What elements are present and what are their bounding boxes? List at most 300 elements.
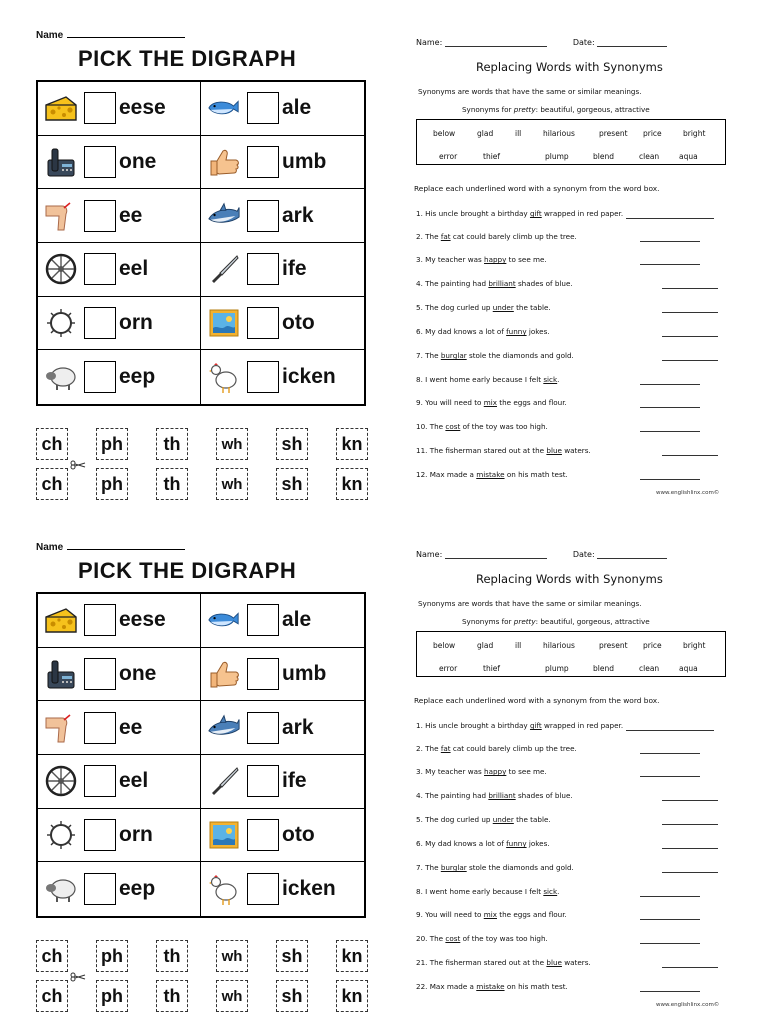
question-number: 1. bbox=[416, 209, 423, 218]
word-box-word: blend bbox=[593, 664, 614, 673]
question-text: His uncle brought a birthday bbox=[425, 209, 530, 218]
digraph-card[interactable]: ph bbox=[96, 428, 128, 460]
example-word: pretty bbox=[513, 105, 536, 114]
digraph-grid bbox=[36, 592, 366, 918]
question bbox=[416, 863, 574, 872]
question-number: 12. bbox=[416, 470, 428, 479]
word-box-word: price bbox=[643, 641, 662, 650]
synonym-example bbox=[462, 617, 650, 626]
digraph-answer-box[interactable] bbox=[247, 712, 279, 744]
cutout-row bbox=[36, 468, 368, 500]
question-number: 10. bbox=[416, 422, 428, 431]
digraph-item bbox=[38, 594, 201, 648]
digraph-card[interactable]: sh bbox=[276, 468, 308, 500]
name-blank[interactable] bbox=[67, 549, 185, 550]
answer-line[interactable] bbox=[662, 800, 718, 801]
question-text: waters. bbox=[561, 958, 591, 967]
knee-icon bbox=[44, 711, 78, 745]
question-text: My dad knows a lot of bbox=[425, 327, 507, 336]
name-blank[interactable] bbox=[445, 46, 547, 47]
question-number: 22. bbox=[416, 982, 428, 991]
underlined-word: blue bbox=[546, 446, 562, 455]
digraph-answer-box[interactable] bbox=[84, 658, 116, 690]
digraph-answer-box[interactable] bbox=[247, 819, 279, 851]
digraph-card[interactable]: sh bbox=[276, 428, 308, 460]
example-prefix: Synonyms for bbox=[462, 105, 512, 114]
answer-line[interactable] bbox=[640, 407, 700, 408]
thorn-icon bbox=[44, 306, 78, 340]
underlined-word: gift bbox=[529, 721, 542, 730]
question-number: 6. bbox=[416, 839, 423, 848]
question-number: 2. bbox=[416, 744, 423, 753]
date-label: Date: bbox=[572, 550, 595, 559]
date-blank[interactable] bbox=[597, 46, 667, 47]
synonym-definition: Synonyms are words that have the same or similar meanings. bbox=[418, 87, 642, 96]
cutout-row bbox=[36, 980, 368, 1012]
digraph-item bbox=[201, 862, 364, 916]
word-box-word: ill bbox=[515, 129, 522, 138]
question-text: of the toy was too high. bbox=[460, 422, 548, 431]
question bbox=[416, 982, 568, 991]
underlined-word: mix bbox=[483, 398, 497, 407]
answer-line[interactable] bbox=[640, 991, 700, 992]
digraph-card[interactable]: th bbox=[156, 468, 188, 500]
question-text: The bbox=[429, 934, 446, 943]
word-ending: icken bbox=[282, 877, 336, 901]
word-ending: ale bbox=[282, 96, 312, 120]
question bbox=[416, 744, 577, 753]
question-number: 1. bbox=[416, 721, 423, 730]
digraph-answer-box[interactable] bbox=[84, 92, 116, 124]
worksheet-bottom bbox=[0, 512, 768, 1024]
word-ending: ale bbox=[282, 608, 312, 632]
whale-icon bbox=[207, 91, 241, 125]
synonym-definition: Synonyms are words that have the same or similar meanings. bbox=[418, 599, 642, 608]
digraph-answer-box[interactable] bbox=[84, 819, 116, 851]
digraph-item bbox=[201, 701, 364, 755]
digraph-item bbox=[38, 243, 201, 297]
question-number: 6. bbox=[416, 327, 423, 336]
phone-icon bbox=[44, 145, 78, 179]
underlined-word: fat bbox=[440, 744, 451, 753]
word-ending: orn bbox=[119, 822, 153, 846]
word-box-word: thief bbox=[483, 152, 501, 161]
digraph-answer-box[interactable] bbox=[84, 604, 116, 636]
question-text: The bbox=[429, 422, 446, 431]
digraph-card[interactable]: kn bbox=[336, 428, 368, 460]
thumb-icon bbox=[207, 145, 241, 179]
question bbox=[416, 887, 559, 896]
underlined-word: sick bbox=[543, 375, 558, 384]
digraph-card[interactable]: wh bbox=[216, 468, 248, 500]
word-ending: ife bbox=[282, 769, 307, 793]
digraph-item bbox=[38, 862, 201, 916]
digraph-card[interactable]: ch bbox=[36, 428, 68, 460]
digraph-item bbox=[201, 136, 364, 190]
synonym-header bbox=[416, 550, 667, 559]
digraph-answer-box[interactable] bbox=[84, 361, 116, 393]
answer-line[interactable] bbox=[640, 384, 700, 385]
word-ending: orn bbox=[119, 310, 153, 334]
question bbox=[416, 721, 623, 730]
word-box-word: plump bbox=[545, 664, 569, 673]
question-text: the table. bbox=[513, 815, 551, 824]
name-label: Name: bbox=[416, 38, 443, 47]
word-ending: eep bbox=[119, 877, 156, 901]
question-text: the eggs and flour. bbox=[497, 398, 567, 407]
question-text: stole the diamonds and gold. bbox=[466, 351, 574, 360]
question-number: 9. bbox=[416, 398, 423, 407]
word-ending: ife bbox=[282, 257, 307, 281]
synonym-instructions: Replace each underlined word with a synonym from the word box. bbox=[414, 184, 660, 193]
digraph-card[interactable]: th bbox=[156, 428, 188, 460]
question-text: waters. bbox=[561, 446, 591, 455]
question-text: . bbox=[557, 887, 560, 896]
question-text: shades of blue. bbox=[515, 279, 573, 288]
word-box-word: aqua bbox=[679, 664, 698, 673]
question-number: 8. bbox=[416, 887, 423, 896]
question-text: The painting had bbox=[425, 279, 489, 288]
word-box-word: plump bbox=[545, 152, 569, 161]
question-text: The painting had bbox=[425, 791, 489, 800]
word-box-word: bright bbox=[683, 129, 706, 138]
underlined-word: brilliant bbox=[488, 791, 516, 800]
question-text: the eggs and flour. bbox=[497, 910, 567, 919]
cheese-icon bbox=[44, 91, 78, 125]
name-blank[interactable] bbox=[445, 558, 547, 559]
question bbox=[416, 422, 548, 431]
question-number: 5. bbox=[416, 303, 423, 312]
question-number: 5. bbox=[416, 815, 423, 824]
question-text: I went home early because I felt bbox=[425, 887, 544, 896]
answer-line[interactable] bbox=[662, 336, 718, 337]
question-text: My teacher was bbox=[425, 767, 485, 776]
word-box-word: hilarious bbox=[543, 129, 575, 138]
digraph-answer-box[interactable] bbox=[247, 361, 279, 393]
word-box-word: present bbox=[599, 641, 628, 650]
answer-line[interactable] bbox=[626, 218, 714, 219]
word-ending: ee bbox=[119, 203, 143, 227]
digraph-item bbox=[38, 189, 201, 243]
word-ending: oto bbox=[282, 822, 315, 846]
question-text: cat could barely climb up the tree. bbox=[450, 232, 577, 241]
digraph-answer-box[interactable] bbox=[84, 765, 116, 797]
name-blank[interactable] bbox=[67, 37, 185, 38]
digraph-card[interactable]: ph bbox=[96, 980, 128, 1012]
word-ending: eel bbox=[119, 257, 149, 281]
digraph-item bbox=[201, 648, 364, 702]
synonym-title: Replacing Words with Synonyms bbox=[476, 60, 663, 74]
answer-line[interactable] bbox=[662, 288, 718, 289]
digraph-card[interactable]: wh bbox=[216, 428, 248, 460]
digraph-item bbox=[201, 243, 364, 297]
digraph-answer-box[interactable] bbox=[84, 307, 116, 339]
digraph-item bbox=[201, 297, 364, 351]
digraph-answer-box[interactable] bbox=[247, 604, 279, 636]
word-ending: eese bbox=[119, 608, 166, 632]
word-box-word: price bbox=[643, 129, 662, 138]
question-text: The dog curled up bbox=[425, 303, 493, 312]
question-text: shades of blue. bbox=[515, 791, 573, 800]
example-list: : beautiful, gorgeous, attractive bbox=[535, 105, 650, 114]
photo-icon bbox=[207, 306, 241, 340]
question-text: The bbox=[425, 744, 441, 753]
digraph-card[interactable]: th bbox=[156, 980, 188, 1012]
question bbox=[416, 279, 573, 288]
digraph-card[interactable]: sh bbox=[276, 980, 308, 1012]
shark-icon bbox=[207, 711, 241, 745]
digraph-card[interactable]: ph bbox=[96, 940, 128, 972]
question-number: 4. bbox=[416, 279, 423, 288]
answer-line[interactable] bbox=[640, 943, 700, 944]
digraph-card[interactable]: wh bbox=[216, 980, 248, 1012]
word-box-word: bright bbox=[683, 641, 706, 650]
digraph-answer-box[interactable] bbox=[247, 253, 279, 285]
digraph-card[interactable]: ch bbox=[36, 980, 68, 1012]
digraph-card[interactable]: th bbox=[156, 940, 188, 972]
question bbox=[416, 446, 591, 455]
digraph-card[interactable]: sh bbox=[276, 940, 308, 972]
example-list: : beautiful, gorgeous, attractive bbox=[535, 617, 650, 626]
digraph-item bbox=[201, 189, 364, 243]
question-number: 8. bbox=[416, 375, 423, 384]
underlined-word: happy bbox=[484, 255, 507, 264]
question bbox=[416, 327, 550, 336]
underlined-word: burglar bbox=[440, 351, 467, 360]
digraph-answer-box[interactable] bbox=[247, 146, 279, 178]
digraph-item bbox=[201, 82, 364, 136]
date-label: Date: bbox=[572, 38, 595, 47]
credit-text: www.englishlinx.com© bbox=[656, 490, 720, 496]
word-ending: umb bbox=[282, 149, 327, 173]
question bbox=[416, 303, 551, 312]
underlined-word: brilliant bbox=[488, 279, 516, 288]
word-ending: eep bbox=[119, 365, 156, 389]
answer-line[interactable] bbox=[662, 455, 718, 456]
word-box-word: clean bbox=[639, 664, 660, 673]
question-text: . bbox=[557, 375, 560, 384]
question-text: You will need to bbox=[425, 398, 484, 407]
wheel-icon bbox=[44, 764, 78, 798]
question bbox=[416, 791, 573, 800]
word-ending: ee bbox=[119, 715, 143, 739]
question-text: His uncle brought a birthday bbox=[425, 721, 530, 730]
sheep-icon bbox=[44, 360, 78, 394]
question-number: 4. bbox=[416, 791, 423, 800]
word-ending: oto bbox=[282, 310, 315, 334]
digraph-answer-box[interactable] bbox=[247, 92, 279, 124]
question-text: on his math test. bbox=[504, 470, 568, 479]
underlined-word: mistake bbox=[476, 982, 505, 991]
question-number: 21. bbox=[416, 958, 428, 967]
question bbox=[416, 815, 551, 824]
digraph-item bbox=[38, 809, 201, 863]
question-text: jokes. bbox=[526, 839, 550, 848]
underlined-word: blue bbox=[546, 958, 562, 967]
underlined-word: happy bbox=[484, 767, 507, 776]
digraph-answer-box[interactable] bbox=[247, 873, 279, 905]
shark-icon bbox=[207, 199, 241, 233]
wheel-icon bbox=[44, 252, 78, 286]
answer-line[interactable] bbox=[626, 730, 714, 731]
digraph-item bbox=[201, 809, 364, 863]
digraph-answer-box[interactable] bbox=[247, 658, 279, 690]
example-word: pretty bbox=[513, 617, 536, 626]
word-box-word: glad bbox=[477, 641, 494, 650]
digraph-item bbox=[38, 701, 201, 755]
date-blank[interactable] bbox=[597, 558, 667, 559]
answer-line[interactable] bbox=[640, 753, 700, 754]
word-ending: eel bbox=[119, 769, 149, 793]
word-ending: umb bbox=[282, 661, 327, 685]
digraph-item bbox=[38, 350, 201, 404]
digraph-item bbox=[201, 755, 364, 809]
question-text: stole the diamonds and gold. bbox=[466, 863, 574, 872]
question-number: 2. bbox=[416, 232, 423, 241]
digraph-title: PICK THE DIGRAPH bbox=[78, 558, 297, 583]
question-text: to see me. bbox=[506, 767, 547, 776]
question-text: the table. bbox=[513, 303, 551, 312]
name-label: Name: bbox=[416, 550, 443, 559]
underlined-word: burglar bbox=[440, 863, 467, 872]
question-text: You will need to bbox=[425, 910, 484, 919]
word-box bbox=[416, 631, 726, 677]
question-text: to see me. bbox=[506, 255, 547, 264]
answer-line[interactable] bbox=[640, 919, 700, 920]
word-box-word: present bbox=[599, 129, 628, 138]
question-text: My dad knows a lot of bbox=[425, 839, 507, 848]
photo-icon bbox=[207, 818, 241, 852]
question bbox=[416, 209, 623, 218]
word-box-word: ill bbox=[515, 641, 522, 650]
answer-line[interactable] bbox=[640, 241, 700, 242]
answer-line[interactable] bbox=[662, 848, 718, 849]
answer-line[interactable] bbox=[662, 872, 718, 873]
underlined-word: cost bbox=[445, 934, 461, 943]
digraph-item bbox=[38, 82, 201, 136]
digraph-answer-box[interactable] bbox=[247, 307, 279, 339]
digraph-card[interactable]: wh bbox=[216, 940, 248, 972]
underlined-word: funny bbox=[506, 839, 527, 848]
question-number: 7. bbox=[416, 351, 423, 360]
underlined-word: mix bbox=[483, 910, 497, 919]
word-ending: eese bbox=[119, 96, 166, 120]
question-text: My teacher was bbox=[425, 255, 485, 264]
cheese-icon bbox=[44, 603, 78, 637]
digraph-card[interactable]: ch bbox=[36, 468, 68, 500]
digraph-item bbox=[38, 136, 201, 190]
sheep-icon bbox=[44, 872, 78, 906]
word-box-word: thief bbox=[483, 664, 501, 673]
thumb-icon bbox=[207, 657, 241, 691]
question-text: The dog curled up bbox=[425, 815, 493, 824]
digraph-name-field bbox=[36, 30, 185, 41]
digraph-answer-box[interactable] bbox=[84, 712, 116, 744]
word-ending: ark bbox=[282, 715, 314, 739]
question-text: jokes. bbox=[526, 327, 550, 336]
digraph-item bbox=[38, 755, 201, 809]
knife-icon bbox=[207, 252, 241, 286]
digraph-card[interactable]: kn bbox=[336, 468, 368, 500]
answer-line[interactable] bbox=[662, 824, 718, 825]
underlined-word: under bbox=[492, 303, 514, 312]
word-box-word: hilarious bbox=[543, 641, 575, 650]
knee-icon bbox=[44, 199, 78, 233]
phone-icon bbox=[44, 657, 78, 691]
question-text: of the toy was too high. bbox=[460, 934, 548, 943]
question-text: The bbox=[425, 351, 441, 360]
digraph-answer-box[interactable] bbox=[84, 873, 116, 905]
answer-line[interactable] bbox=[662, 360, 718, 361]
word-box-word: below bbox=[433, 641, 456, 650]
digraph-item bbox=[201, 594, 364, 648]
word-box-word: glad bbox=[477, 129, 494, 138]
chicken-icon bbox=[207, 360, 241, 394]
name-label: Name bbox=[36, 542, 64, 553]
underlined-word: funny bbox=[506, 327, 527, 336]
name-label: Name bbox=[36, 30, 64, 41]
digraph-grid bbox=[36, 80, 366, 406]
digraph-card[interactable]: kn bbox=[336, 940, 368, 972]
question-text: The fisherman stared out at the bbox=[429, 958, 547, 967]
question bbox=[416, 767, 547, 776]
word-box-word: clean bbox=[639, 152, 660, 161]
digraph-card[interactable]: ph bbox=[96, 468, 128, 500]
digraph-answer-box[interactable] bbox=[84, 253, 116, 285]
question-text: wrapped in red paper. bbox=[541, 209, 624, 218]
digraph-answer-box[interactable] bbox=[247, 200, 279, 232]
answer-line[interactable] bbox=[640, 776, 700, 777]
word-box-word: error bbox=[439, 664, 458, 673]
question-text: Max made a bbox=[429, 982, 477, 991]
question-text: The fisherman stared out at the bbox=[429, 446, 547, 455]
digraph-answer-box[interactable] bbox=[247, 765, 279, 797]
question bbox=[416, 470, 568, 479]
underlined-word: gift bbox=[529, 209, 542, 218]
answer-line[interactable] bbox=[640, 264, 700, 265]
question-text: on his math test. bbox=[504, 982, 568, 991]
answer-line[interactable] bbox=[662, 967, 718, 968]
word-box-word: error bbox=[439, 152, 458, 161]
digraph-item bbox=[201, 350, 364, 404]
underlined-word: mistake bbox=[476, 470, 505, 479]
question-number: 9. bbox=[416, 910, 423, 919]
question bbox=[416, 934, 548, 943]
word-ending: ark bbox=[282, 203, 314, 227]
answer-line[interactable] bbox=[640, 896, 700, 897]
digraph-answer-box[interactable] bbox=[84, 200, 116, 232]
synonym-title: Replacing Words with Synonyms bbox=[476, 572, 663, 586]
question bbox=[416, 351, 574, 360]
example-prefix: Synonyms for bbox=[462, 617, 512, 626]
question-number: 11. bbox=[416, 446, 428, 455]
digraph-answer-box[interactable] bbox=[84, 146, 116, 178]
answer-line[interactable] bbox=[640, 431, 700, 432]
whale-icon bbox=[207, 603, 241, 637]
underlined-word: fat bbox=[440, 232, 451, 241]
chicken-icon bbox=[207, 872, 241, 906]
question bbox=[416, 398, 567, 407]
answer-line[interactable] bbox=[662, 312, 718, 313]
word-box-word: blend bbox=[593, 152, 614, 161]
underlined-word: cost bbox=[445, 422, 461, 431]
digraph-card[interactable]: kn bbox=[336, 980, 368, 1012]
cutout-row bbox=[36, 940, 368, 972]
synonym-instructions: Replace each underlined word with a synonym from the word box. bbox=[414, 696, 660, 705]
answer-line[interactable] bbox=[640, 479, 700, 480]
question-text: I went home early because I felt bbox=[425, 375, 544, 384]
digraph-card[interactable]: ch bbox=[36, 940, 68, 972]
